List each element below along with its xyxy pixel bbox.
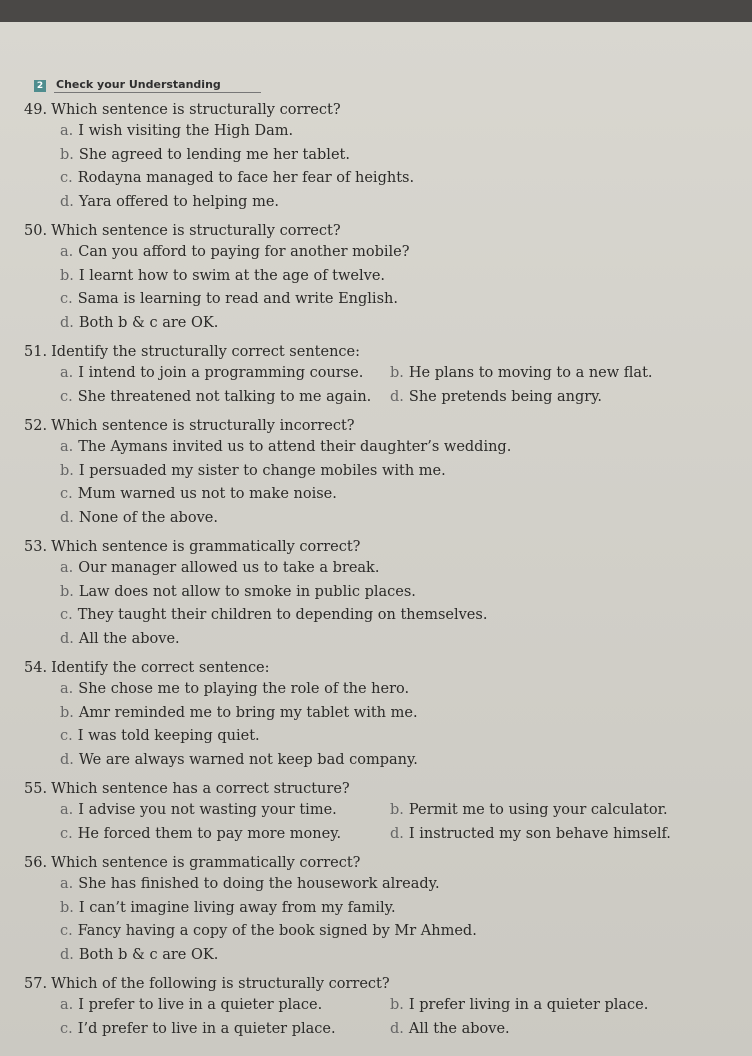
- option-text: I instructed my son behave himself.: [408, 825, 671, 842]
- answer-option[interactable]: [60, 144, 712, 168]
- question-prompt: Which of the following is structurally correct?: [51, 976, 390, 992]
- answer-option[interactable]: [60, 507, 712, 531]
- answer-option[interactable]: [60, 483, 712, 507]
- answer-option[interactable]: [60, 994, 390, 1018]
- option-letter: a.: [60, 439, 74, 455]
- question-number: 55.: [24, 781, 48, 797]
- option-row: [60, 994, 712, 1018]
- option-letter: a.: [60, 365, 74, 381]
- option-letter: b.: [60, 899, 74, 916]
- option-letter: b.: [60, 267, 74, 284]
- answer-option[interactable]: [60, 823, 390, 847]
- worksheet-page: [0, 22, 752, 1056]
- question: [24, 779, 712, 846]
- answer-option[interactable]: [390, 362, 653, 386]
- option-letter: c.: [60, 486, 73, 502]
- option-row: [60, 799, 712, 823]
- answer-option[interactable]: [60, 873, 712, 897]
- option-text: We are always warned not keep bad company.: [78, 751, 418, 768]
- option-text: Sama is learning to read and write English.: [77, 291, 398, 307]
- answer-option[interactable]: [60, 749, 712, 773]
- question: [24, 658, 712, 772]
- option-letter: c.: [60, 728, 73, 744]
- answer-option[interactable]: [390, 1018, 510, 1042]
- option-letter: c.: [60, 291, 73, 307]
- option-letter: a.: [60, 997, 74, 1013]
- question-number: 52.: [24, 418, 48, 434]
- option-text: She has finished to doing the housework already.: [78, 876, 440, 892]
- option-text: Our manager allowed us to take a break.: [78, 560, 380, 576]
- option-text: All the above.: [78, 630, 180, 647]
- answer-option[interactable]: [60, 241, 712, 265]
- question-prompt: Which sentence is structurally correct?: [51, 102, 341, 118]
- question-text: [24, 416, 712, 436]
- question-prompt: Which sentence is grammatically correct?: [51, 539, 361, 555]
- answer-option[interactable]: [60, 460, 712, 484]
- option-text: I learnt how to swim at the age of twelve.: [78, 267, 386, 284]
- answer-option[interactable]: [60, 557, 712, 581]
- answer-option[interactable]: [60, 288, 712, 312]
- question-prompt: Which sentence is grammatically correct?: [51, 855, 361, 871]
- option-letter: a.: [60, 560, 74, 576]
- answer-option[interactable]: [60, 702, 712, 726]
- question-text: [24, 342, 712, 362]
- option-text: Permit me to using your calculator.: [408, 802, 668, 818]
- question-number: 51.: [24, 344, 48, 360]
- option-letter: d.: [390, 1020, 404, 1037]
- question: [24, 221, 712, 335]
- question-number: 50.: [24, 223, 48, 239]
- question-text: [24, 853, 712, 873]
- answer-option[interactable]: [60, 581, 712, 605]
- option-text: Yara offered to helping me.: [78, 193, 280, 210]
- answer-option[interactable]: [60, 604, 712, 628]
- answer-option[interactable]: [60, 920, 712, 944]
- option-text: I intend to join a programming course.: [78, 365, 364, 381]
- option-text: He forced them to pay more money.: [77, 825, 342, 842]
- question-text: [24, 221, 712, 241]
- section-number-badge: 2: [34, 80, 46, 92]
- option-letter: a.: [60, 244, 74, 260]
- answer-option[interactable]: [60, 436, 712, 460]
- option-letter: c.: [60, 388, 73, 405]
- option-letter: b.: [390, 997, 404, 1013]
- question-text: [24, 658, 712, 678]
- question: [24, 416, 712, 530]
- question-number: 57.: [24, 976, 48, 992]
- answer-option[interactable]: [60, 628, 712, 652]
- option-letter: d.: [390, 825, 404, 842]
- option-text: Can you afford to paying for another mobile?: [78, 244, 410, 260]
- option-text: They taught their children to depending on themselves.: [77, 607, 488, 623]
- option-letter: c.: [60, 923, 73, 939]
- answer-option[interactable]: [390, 799, 668, 823]
- option-letter: d.: [60, 314, 74, 331]
- option-letter: a.: [60, 876, 74, 892]
- section-title: Check your Understanding: [54, 78, 261, 93]
- option-letter: c.: [60, 607, 73, 623]
- answer-option[interactable]: [60, 799, 390, 823]
- question-text: [24, 537, 712, 557]
- answer-option[interactable]: [60, 120, 712, 144]
- option-text: I’d prefer to live in a quieter place.: [77, 1020, 336, 1037]
- question-text: [24, 100, 712, 120]
- question-prompt: Which sentence is structurally correct?: [51, 223, 341, 239]
- option-letter: d.: [60, 193, 74, 210]
- question-list: [24, 100, 712, 1041]
- option-row: [60, 823, 712, 847]
- question: [24, 537, 712, 651]
- option-letter: b.: [390, 802, 404, 818]
- option-letter: a.: [60, 681, 74, 697]
- option-text: Mum warned us not to make noise.: [77, 486, 337, 502]
- answer-option[interactable]: [60, 944, 712, 968]
- option-text: Both b & c are OK.: [78, 314, 219, 331]
- option-letter: d.: [60, 751, 74, 768]
- answer-option[interactable]: [60, 362, 390, 386]
- option-text: She agreed to lending me her tablet.: [78, 146, 350, 163]
- option-text: Rodayna managed to face her fear of heights.: [77, 170, 415, 186]
- question-number: 56.: [24, 855, 48, 871]
- option-letter: b.: [60, 462, 74, 479]
- question: [24, 100, 712, 214]
- answer-option[interactable]: [390, 386, 602, 410]
- answer-option[interactable]: [60, 725, 712, 749]
- question-number: 54.: [24, 660, 48, 676]
- option-letter: c.: [60, 825, 73, 842]
- question-number: 53.: [24, 539, 48, 555]
- question-prompt: Identify the correct sentence:: [51, 660, 270, 676]
- option-text: I prefer living in a quieter place.: [408, 997, 649, 1013]
- option-letter: b.: [60, 583, 74, 600]
- option-letter: b.: [60, 704, 74, 721]
- option-text: She threatened not talking to me again.: [77, 388, 372, 405]
- option-text: She pretends being angry.: [408, 388, 603, 405]
- option-letter: d.: [390, 388, 404, 405]
- option-text: She chose me to playing the role of the hero.: [78, 681, 410, 697]
- option-text: I advise you not wasting your time.: [78, 802, 337, 818]
- option-text: He plans to moving to a new flat.: [408, 365, 653, 381]
- option-text: I persuaded my sister to change mobiles with me.: [78, 462, 446, 479]
- option-letter: c.: [60, 170, 73, 186]
- answer-option[interactable]: [60, 167, 712, 191]
- option-letter: d.: [60, 630, 74, 647]
- option-letter: c.: [60, 1020, 73, 1037]
- question-text: [24, 779, 712, 799]
- answer-option[interactable]: [390, 823, 671, 847]
- option-letter: a.: [60, 802, 74, 818]
- question-prompt: Identify the structurally correct sentence:: [51, 344, 361, 360]
- option-text: All the above.: [408, 1020, 510, 1037]
- option-row: [60, 1018, 712, 1042]
- option-text: I prefer to live in a quieter place.: [78, 997, 323, 1013]
- option-text: I was told keeping quiet.: [77, 728, 260, 744]
- question-prompt: Which sentence is structurally incorrect?: [51, 418, 355, 434]
- question-prompt: Which sentence has a correct structure?: [51, 781, 350, 797]
- option-text: I wish visiting the High Dam.: [78, 123, 294, 139]
- option-text: The Aymans invited us to attend their daughter’s wedding.: [78, 439, 512, 455]
- answer-option[interactable]: [60, 1018, 390, 1042]
- option-text: Fancy having a copy of the book signed by Mr Ahmed.: [77, 923, 477, 939]
- question-text: [24, 974, 712, 994]
- option-row: [60, 362, 712, 386]
- option-row: [60, 386, 712, 410]
- question: [24, 342, 712, 409]
- option-text: Both b & c are OK.: [78, 946, 219, 963]
- answer-option[interactable]: [60, 897, 712, 921]
- question: [24, 974, 712, 1041]
- option-letter: d.: [60, 946, 74, 963]
- section-header: [34, 78, 712, 93]
- answer-option[interactable]: [390, 994, 648, 1018]
- option-text: Law does not allow to smoke in public places.: [78, 583, 416, 600]
- question: [24, 853, 712, 967]
- answer-option[interactable]: [60, 312, 712, 336]
- option-text: None of the above.: [78, 509, 218, 526]
- option-letter: d.: [60, 509, 74, 526]
- question-number: 49.: [24, 102, 48, 118]
- option-letter: b.: [390, 365, 404, 381]
- option-letter: b.: [60, 146, 74, 163]
- option-text: I can’t imagine living away from my family.: [78, 899, 396, 916]
- answer-option[interactable]: [60, 678, 712, 702]
- answer-option[interactable]: [60, 265, 712, 289]
- option-text: Amr reminded me to bring my tablet with me.: [78, 704, 418, 721]
- answer-option[interactable]: [60, 191, 712, 215]
- answer-option[interactable]: [60, 386, 390, 410]
- option-letter: a.: [60, 123, 74, 139]
